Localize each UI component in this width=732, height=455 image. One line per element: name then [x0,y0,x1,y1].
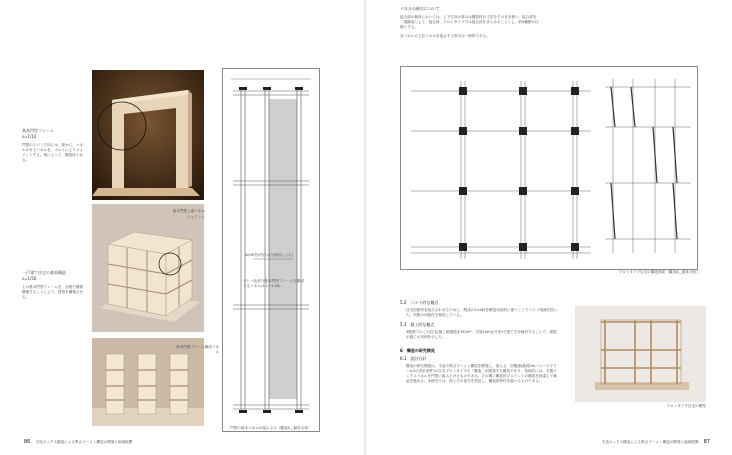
photo-caption: プロトタイプ住宅の模型 [666,404,706,408]
caption-portal-frame-scale: s=1/10 [22,134,37,139]
right-page-number: 87 [703,439,710,445]
caption-stacked-house-body: 上の基本門型フレームを、全階で積層構築することにより、建物を構築させる。 [22,285,84,299]
drawing-label-module: 2m単位(内法は当該材による) [245,253,294,257]
right-footer [560,440,710,445]
drawing-caption: 門型の基本パネルの組み上げ（構造A__躯体全体） [230,426,312,430]
photo-stacked-house-model [92,204,204,332]
top-paragraph: 接合部の個所においては、上下方向の厚みは構造材の寸法をそのまま使い、接合部を二重構造として、接合部、プロトタイプでは接合部をまとめることとし、約4種類の仕様とする。 [400,15,539,29]
caption-portal-frame [22,128,84,163]
panel-assembly-lines [223,69,319,431]
drawing-label-grey: グレー色部分基本門型フレームを構成するパネル(1.1~1.45) [243,279,304,288]
drawing-label-top-panel: 基本門型上部パネル [172,209,205,213]
caption-stacked-house [22,270,84,300]
caption-stacked-house-scale: s=1/50 [22,276,37,281]
page-gutter [364,0,370,455]
right-top-block [400,6,540,39]
portal-frame-model-illustration [92,70,204,200]
caption-portal-frame-title: 基本門型フレーム [22,128,54,133]
section-5-3-title: 5.3 施工的な観点 [400,322,435,327]
section-5-2-title: 5.2 コスト的な観点 [400,300,439,305]
section-5-2-body: 住宅用建材を組み合わせるために、既成の2×4材を構造用部材に使うことでコスト削減を図った。実際の可能性を検討している。 [406,308,558,317]
elevation-drawings [400,66,698,270]
elevation-caption: プロトタイプ住宅の構造図面（構造A__躯体全体） [618,270,700,274]
drawing-label-frame: 基本門型フレーム構成パネル [176,345,219,354]
stacked-model-illustration [92,204,204,332]
section-6-title: 6 構造の研究開発 [400,348,435,353]
prototype-model-illustration [575,306,706,402]
right-running-footer: 木造ボックス構造による集合ラーメン構造の開発と地域展開 [601,440,699,444]
caption-stacked-house-title: 一戸建て住宅の基本構造 [22,270,66,275]
section-5-3-body: 3階建てのこの住宅(施工面積延床192m²、平屋10m正方形)で建て方を検討することで、屋根の施工の実例を示した。 [406,330,557,339]
top-paragraph-2: 各パネルの上位パネルを接合する形式は一般的である。 [400,34,490,38]
section-6-1-body: 構造の研究開発は、木造の集合ラーメン構造を開発し、加える、初期値(最終5m／ベースプラン0.2の設計条件)の住宅プロトタイプの「構造」が開発する構造であり、具体的には、木製ボックスパネルを門型に組み上げるものである。その間に構造的ジョイントの構造を探索して検証を進める。本研究では、柱とその部分を設計し、構造的特性を調べるものである。 [406,364,557,383]
photo-prototype-model [575,306,706,402]
left-page-number: 86 [24,439,31,445]
photo-portal-frame-model [92,70,204,200]
drawing-label-joint: ジョイント [187,215,205,219]
left-running-footer: 木造ボックス構造による集合ラーメン構造の開発と地域展開 [35,440,133,444]
caption-portal-frame-body: 門型のスパン方向には、壁から、パネルのせるパネルを、ボルトによりジョイントする。壁によって、構造体となる。 [22,143,84,162]
body-column [400,300,560,384]
panel-assembly-drawing [172,68,320,432]
elevation-lines [401,67,697,269]
left-footer [24,440,324,445]
top-heading: パネルの接合について [400,6,440,11]
section-6-1-title: 6.1 設計方針 [400,356,427,361]
